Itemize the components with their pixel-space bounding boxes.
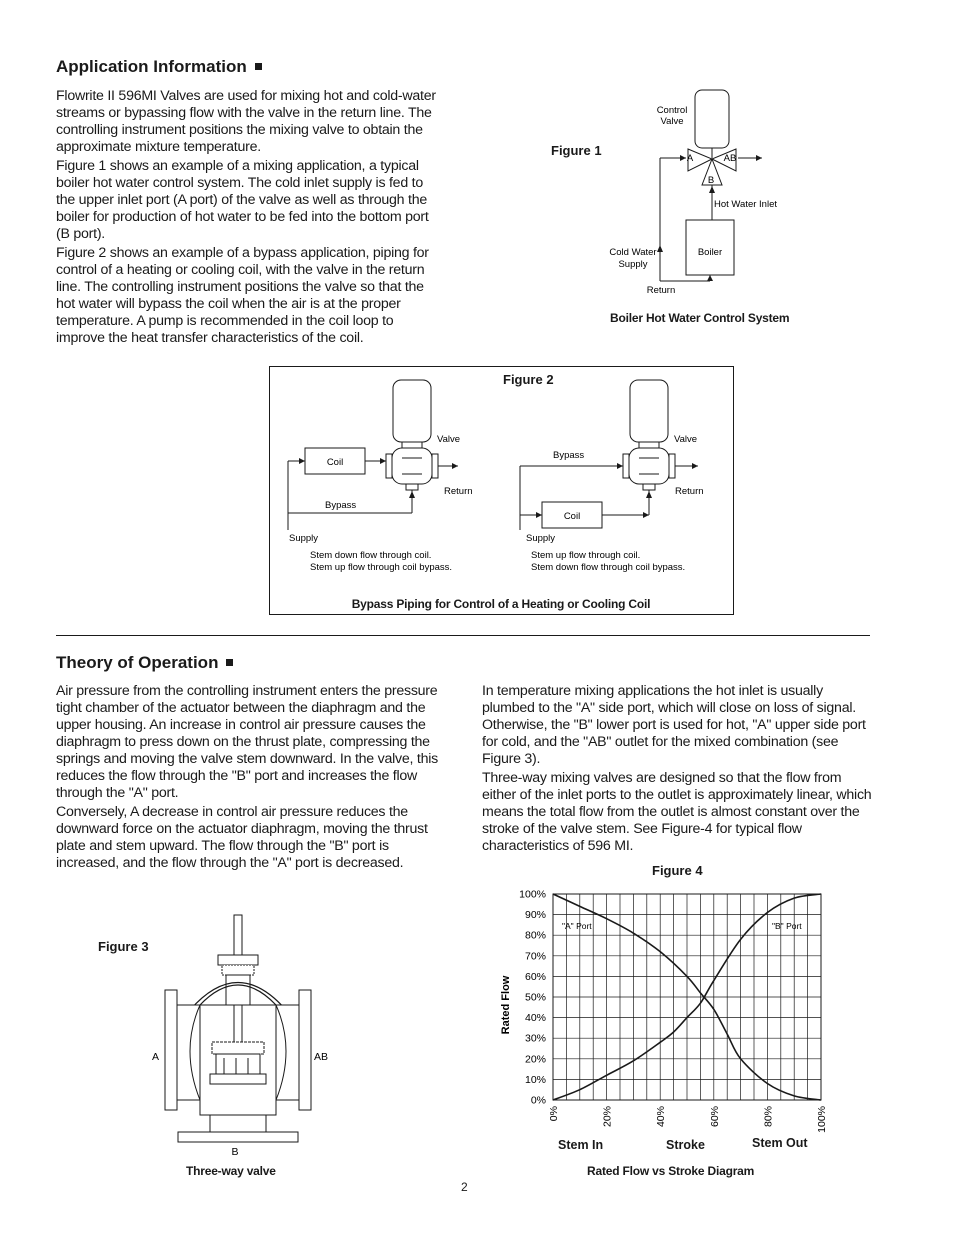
y-tick-label: 90% bbox=[524, 909, 546, 922]
y-tick-label: 0% bbox=[530, 1094, 546, 1107]
y-tick-label: 10% bbox=[524, 1073, 546, 1086]
actuator-shape bbox=[695, 90, 729, 148]
y-tick-label: 100% bbox=[519, 888, 546, 901]
ab-outlet-arrow-icon bbox=[756, 155, 762, 161]
port-a-label: A bbox=[152, 1051, 160, 1063]
bypass-label: Bypass bbox=[325, 500, 357, 511]
control-valve-label: Control bbox=[656, 105, 688, 116]
yoke-shape bbox=[402, 442, 422, 448]
valve-plug bbox=[212, 1042, 264, 1054]
flow-arrow-icon bbox=[452, 463, 458, 469]
right-note-2: Stem down flow through coil bypass. bbox=[531, 562, 686, 573]
x-tick-label: 100% bbox=[816, 1106, 828, 1133]
section-heading-theory bbox=[56, 653, 233, 673]
paragraph: Flowrite II 596MI Valves are used for mixing hot and cold-water streams or bypassing flow with the valve in the return line. The controlling instrument positions the mixing valve to obtain the approximate mixture temperature. bbox=[56, 88, 436, 155]
paragraph: In temperature mixing applications the hot inlet is usually plumbed to the "A" side port, which will close on loss of signal. Otherwise, the "B" lower port is used for hot, "A" upper side port for cold, and the "AB" outlet for the mixed combination (see Figure 3). bbox=[482, 683, 866, 767]
stem-out-label: Stem Out bbox=[752, 1136, 808, 1150]
coil-label: Coil bbox=[563, 511, 581, 522]
cold-water-label: Supply bbox=[618, 259, 648, 270]
control-valve-label: Valve bbox=[660, 116, 684, 127]
cold-water-label: Cold Water bbox=[609, 247, 657, 258]
y-tick-label: 50% bbox=[524, 991, 546, 1004]
port-b-label: B bbox=[231, 1146, 239, 1158]
return-label: Return bbox=[444, 486, 473, 497]
theory-text-right bbox=[482, 683, 872, 857]
figure-2-diagram bbox=[270, 372, 732, 587]
x-tick-label: 60% bbox=[708, 1106, 721, 1128]
figure-4-caption: Rated Flow vs Stroke Diagram bbox=[587, 1164, 755, 1178]
figure-3-caption: Three-way valve bbox=[186, 1164, 276, 1178]
heading-text: Theory of Operation bbox=[56, 653, 219, 672]
paragraph: Figure 1 shows an example of a mixing application, a typical boiler hot water control system. The cold inlet supply is fed to the upper inlet port (A port) of the valve as well as through the boiler for production of hot water to be fed into the bottom port (B port). bbox=[56, 158, 429, 242]
y-tick-label: 70% bbox=[524, 950, 546, 963]
x-tick-label: 20% bbox=[601, 1106, 614, 1128]
bottom-flange bbox=[178, 1132, 298, 1142]
rated-flow-chart bbox=[495, 880, 835, 1140]
application-text bbox=[56, 88, 444, 349]
x-tick-label: 0% bbox=[548, 1106, 560, 1122]
series-a-label: "A" Port bbox=[562, 921, 592, 931]
supply-arrow-icon bbox=[657, 245, 663, 252]
y-tick-label: 30% bbox=[524, 1032, 546, 1045]
paragraph: Conversely, A decrease in control air pressure reduces the downward force on the actuator diaphragm, moving the thrust plate and stem upward. The flow through the "B" port is increased, and the flow through the "A" port is decreased. bbox=[56, 804, 428, 871]
theory-text-left bbox=[56, 683, 446, 874]
supply-label: Supply bbox=[526, 533, 556, 544]
flow-arrow-icon bbox=[536, 512, 542, 518]
figure-2-label: Figure 2 bbox=[503, 372, 554, 387]
valve-label: Valve bbox=[674, 434, 698, 445]
actuator-shape bbox=[393, 380, 431, 442]
supply-label: Supply bbox=[289, 533, 319, 544]
flow-arrow-icon bbox=[617, 463, 623, 469]
heading-square-icon bbox=[255, 63, 262, 70]
flange-a bbox=[165, 990, 177, 1110]
flange-right bbox=[432, 454, 438, 478]
valve-body-shape bbox=[629, 448, 669, 484]
boiler-feed-arrow-icon bbox=[707, 275, 713, 281]
figure-1-label: Figure 1 bbox=[551, 143, 602, 158]
right-note-1: Stem up flow through coil. bbox=[531, 550, 641, 561]
series-b-label: "B" Port bbox=[772, 921, 802, 931]
x-tick-label: 40% bbox=[655, 1106, 668, 1128]
flow-arrow-icon bbox=[692, 463, 698, 469]
flow-arrow-icon bbox=[380, 458, 386, 464]
port-ab-label: AB bbox=[314, 1051, 329, 1063]
bypass-label: Bypass bbox=[553, 450, 585, 461]
paragraph: Air pressure from the controlling instrument enters the pressure tight chamber of the actuator between the diaphragm and the upper housing. An increase in control air pressure causes the diaphragm to press down on the thrust plate, compressing the springs and moving the valve stem downward. In the valve, this reduces the flow through the "B" port and increases the flow through the "A" port. bbox=[56, 683, 438, 801]
left-note-1: Stem down flow through coil. bbox=[310, 550, 432, 561]
flange-bottom bbox=[643, 484, 655, 490]
y-tick-label: 40% bbox=[524, 1012, 546, 1025]
packing-nut bbox=[218, 955, 258, 965]
flange-right bbox=[669, 454, 675, 478]
yoke-shape bbox=[639, 442, 659, 448]
heading-square-icon bbox=[226, 659, 233, 666]
stem-in-label: Stem In bbox=[558, 1138, 604, 1152]
hot-water-arrow-icon bbox=[709, 186, 715, 193]
figure-1-caption: Boiler Hot Water Control System bbox=[610, 311, 790, 325]
port-b-label: B bbox=[707, 175, 715, 186]
flow-arrow-icon bbox=[299, 458, 305, 464]
flow-arrow-icon bbox=[409, 491, 415, 498]
y-axis-label: Rated Flow bbox=[500, 975, 512, 1035]
boiler-label: Boiler bbox=[697, 247, 723, 258]
figure-3-valve-drawing bbox=[140, 910, 330, 1160]
hot-water-inlet-label: Hot Water Inlet bbox=[714, 199, 778, 210]
flange-left bbox=[386, 454, 392, 478]
port-ab-label: AB bbox=[723, 153, 737, 164]
flow-arrow-icon bbox=[643, 512, 649, 518]
y-tick-label: 60% bbox=[524, 970, 546, 983]
figure-1-diagram bbox=[590, 85, 820, 300]
paragraph: Three-way mixing valves are designed so that the flow from either of the inlet ports to the outlet is approximately linear, which means the total flow from the outlet is almost constant over the stroke of the valve stem. See Figure-4 for typical flow characteristics of 596 MI. bbox=[482, 770, 872, 854]
stroke-label: Stroke bbox=[666, 1138, 705, 1152]
x-tick-label: 80% bbox=[762, 1106, 775, 1128]
coil-label: Coil bbox=[326, 457, 344, 468]
bonnet bbox=[226, 975, 250, 1005]
left-note-2: Stem up flow through coil bypass. bbox=[310, 562, 453, 573]
valve-label: Valve bbox=[437, 434, 461, 445]
figure-4-label: Figure 4 bbox=[652, 863, 703, 878]
section-divider bbox=[56, 635, 870, 636]
port-a-label: A bbox=[686, 153, 694, 164]
actuator-shape bbox=[630, 380, 668, 442]
return-label: Return bbox=[675, 486, 704, 497]
heading-text: Application Information bbox=[56, 57, 247, 76]
flange-bottom bbox=[406, 484, 418, 490]
a-inlet-arrow-icon bbox=[680, 155, 686, 161]
figure-2-caption: Bypass Piping for Control of a Heating or Cooling Coil bbox=[351, 597, 651, 611]
paragraph: Figure 2 shows an example of a bypass application, piping for control of a heating or cooling coil, with the valve in the return line. The controlling instrument positions the valve so that the hot water will bypass the coil when the air is at the proper temperature. A pump is recommended in the coil loop to improve the heat transfer characteristics of the coil. bbox=[56, 245, 429, 346]
section-heading-application bbox=[56, 57, 262, 77]
flow-arrow-icon bbox=[646, 491, 652, 498]
valve-stem bbox=[234, 915, 242, 955]
figure-3-label: Figure 3 bbox=[98, 939, 149, 954]
flange-ab bbox=[299, 990, 311, 1110]
page-number: 2 bbox=[461, 1180, 468, 1194]
y-tick-label: 20% bbox=[524, 1053, 546, 1066]
return-label: Return bbox=[646, 285, 676, 296]
valve-body-shape bbox=[392, 448, 432, 484]
flange-left bbox=[623, 454, 629, 478]
y-tick-label: 80% bbox=[524, 929, 546, 942]
